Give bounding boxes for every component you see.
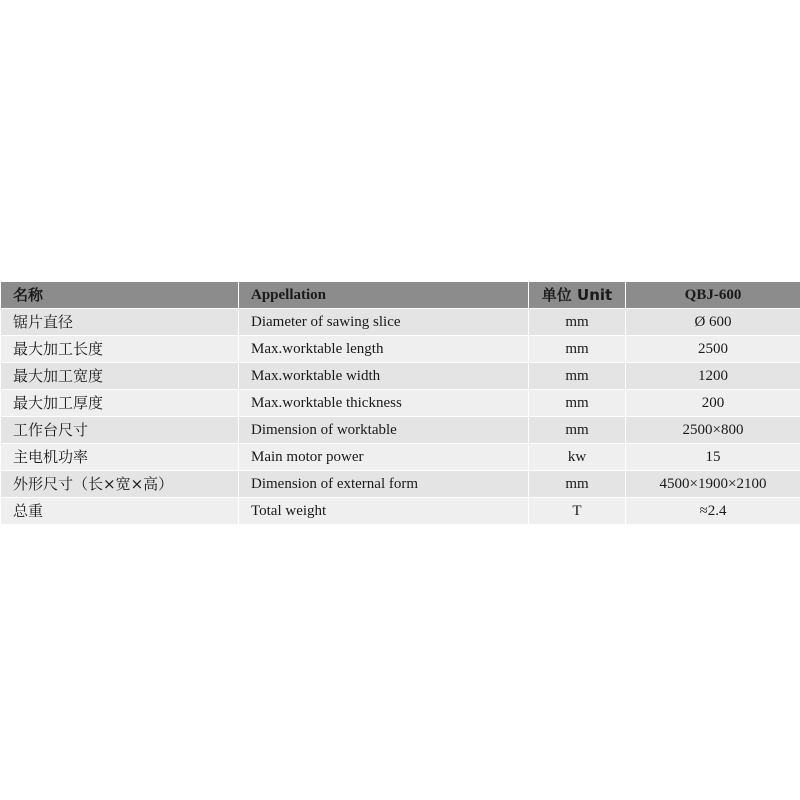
column-header-unit: 单位 Unit: [529, 282, 626, 309]
table-row: [1, 309, 800, 336]
table-row: [1, 498, 800, 525]
cell-unit: kw: [529, 444, 626, 471]
cell-name: 最大加工宽度: [1, 363, 239, 390]
cell-name: 总重: [1, 498, 239, 525]
cell-unit: mm: [529, 363, 626, 390]
cell-appellation: Total weight: [239, 498, 529, 525]
cell-name: 锯片直径: [1, 309, 239, 336]
cell-value: 1200: [626, 363, 800, 390]
cell-appellation: Max.worktable length: [239, 336, 529, 363]
table-header-row: [1, 282, 800, 309]
specification-table: [0, 281, 800, 525]
table-header: [1, 282, 800, 309]
table-row: [1, 390, 800, 417]
cell-name: 外形尺寸（长×宽×高）: [1, 471, 239, 498]
cell-value: 2500×800: [626, 417, 800, 444]
cell-name: 工作台尺寸: [1, 417, 239, 444]
cell-unit: mm: [529, 471, 626, 498]
cell-appellation: Diameter of sawing slice: [239, 309, 529, 336]
cell-appellation: Dimension of worktable: [239, 417, 529, 444]
column-header-model: QBJ-600: [626, 282, 800, 309]
cell-value: 15: [626, 444, 800, 471]
cell-unit: mm: [529, 336, 626, 363]
cell-value: 4500×1900×2100: [626, 471, 800, 498]
table-row: [1, 444, 800, 471]
column-header-appellation: Appellation: [239, 282, 529, 309]
table-body: [1, 309, 800, 525]
cell-appellation: Max.worktable thickness: [239, 390, 529, 417]
column-header-name: 名称: [1, 282, 239, 309]
table-row: [1, 336, 800, 363]
table-row: [1, 417, 800, 444]
cell-value: 2500: [626, 336, 800, 363]
cell-name: 最大加工厚度: [1, 390, 239, 417]
cell-unit: mm: [529, 390, 626, 417]
cell-value: 200: [626, 390, 800, 417]
cell-appellation: Main motor power: [239, 444, 529, 471]
cell-name: 主电机功率: [1, 444, 239, 471]
cell-value: Ø 600: [626, 309, 800, 336]
cell-value: ≈2.4: [626, 498, 800, 525]
cell-name: 最大加工长度: [1, 336, 239, 363]
cell-unit: mm: [529, 417, 626, 444]
table-row: [1, 471, 800, 498]
table-row: [1, 363, 800, 390]
cell-unit: mm: [529, 309, 626, 336]
cell-unit: T: [529, 498, 626, 525]
cell-appellation: Max.worktable width: [239, 363, 529, 390]
cell-appellation: Dimension of external form: [239, 471, 529, 498]
